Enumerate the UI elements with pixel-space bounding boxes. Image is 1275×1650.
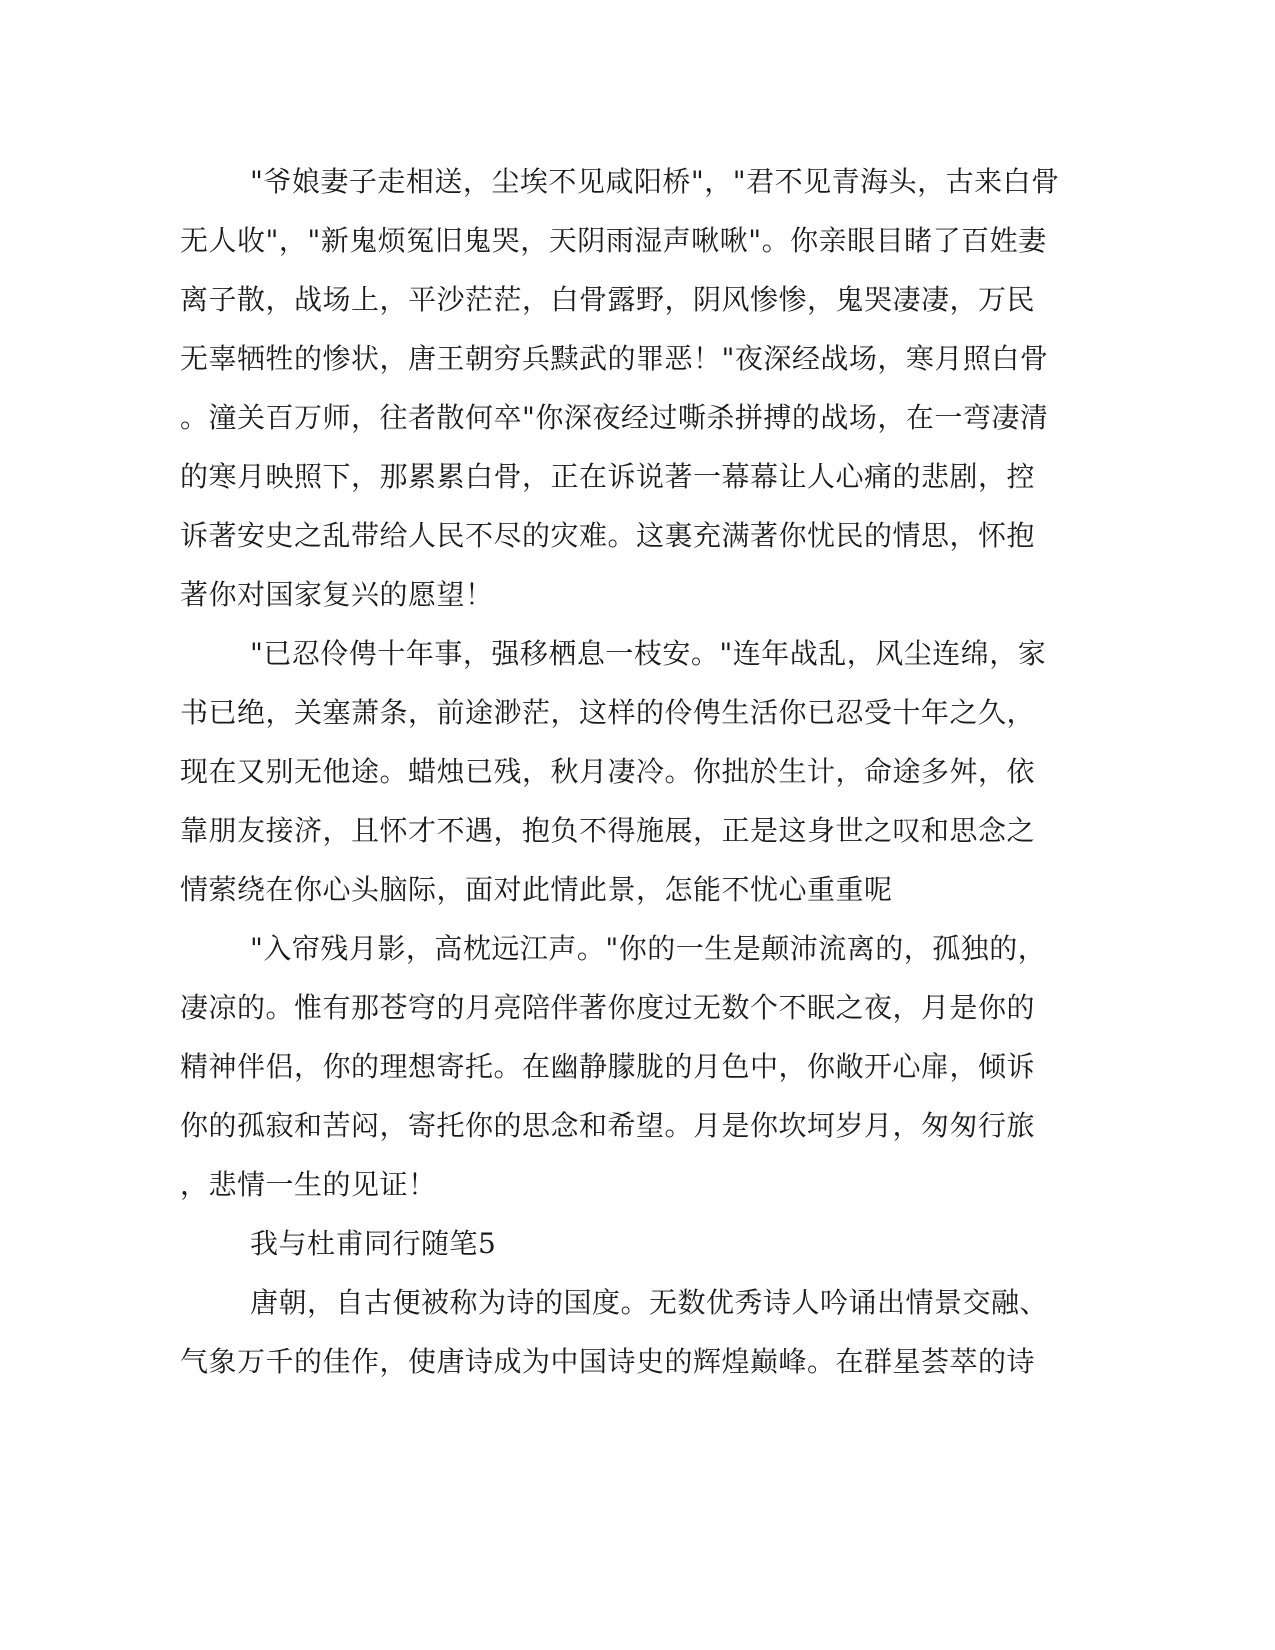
- text-line: 情萦绕在你心头脑际，面对此情此景，怎能不忧心重重呢: [180, 873, 893, 906]
- text-line: 你的孤寂和苦闷，寄托你的思念和希望。月是你坎坷岁月，匆匆行旅: [180, 1109, 1036, 1142]
- text-line: 离子散，战场上，平沙茫茫，白骨露野，阴风惨惨，鬼哭凄凄，万民: [180, 283, 1036, 316]
- text-line: 无辜牺牲的惨状，唐王朝穷兵黩武的罪恶！"夜深经战场，寒月照白骨: [180, 342, 1049, 375]
- text-line: 凄凉的。惟有那苍穹的月亮陪伴著你度过无数个不眠之夜，月是你的: [180, 991, 1036, 1024]
- text-line: 精神伴侣，你的理想寄托。在幽静朦胧的月色中，你敞开心扉，倾诉: [180, 1050, 1036, 1083]
- text-line: 诉著安史之乱带给人民不尽的灾难。这裏充满著你忧民的情思，怀抱: [180, 519, 1036, 552]
- text-line: 的寒月映照下，那累累白骨，正在诉说著一幕幕让人心痛的悲剧，控: [180, 460, 1036, 493]
- text-line: ，悲情一生的见证！: [180, 1168, 437, 1201]
- text-line: 著你对国家复兴的愿望！: [180, 578, 494, 611]
- text-line: 。潼关百万师，往者散何卒"你深夜经过嘶杀拼搏的战场，在一弯凄清: [180, 401, 1049, 434]
- text-line: 书已绝，关塞萧条，前途渺茫，这样的伶俜生活你已忍受十年之久，: [180, 696, 1036, 729]
- text-line: "已忍伶俜十年事，强移栖息一枝安。"连年战乱，风尘连绵，家: [250, 637, 1047, 670]
- text-line: 靠朋友接济，且怀才不遇，抱负不得施展，正是这身世之叹和思念之: [180, 814, 1036, 847]
- section-heading: 我与杜甫同行随笔5: [250, 1227, 497, 1260]
- text-line: 唐朝，自古便被称为诗的国度。无数优秀诗人吟诵出情景交融、: [250, 1286, 1049, 1319]
- text-line: 无人收"，"新鬼烦冤旧鬼哭，天阴雨湿声啾啾"。你亲眼目睹了百姓妻: [180, 224, 1047, 257]
- text-line: "入帘残月影，高枕远江声。"你的一生是颠沛流离的，孤独的，: [250, 932, 1047, 965]
- text-line: 现在又别无他途。蜡烛已残，秋月凄冷。你拙於生计，命途多舛，依: [180, 755, 1036, 788]
- text-line: "爷娘妻子走相送，尘埃不见咸阳桥"，"君不见青海头，古来白骨: [250, 165, 1060, 198]
- text-line: 气象万千的佳作，使唐诗成为中国诗史的辉煌巅峰。在群星荟萃的诗: [180, 1345, 1036, 1378]
